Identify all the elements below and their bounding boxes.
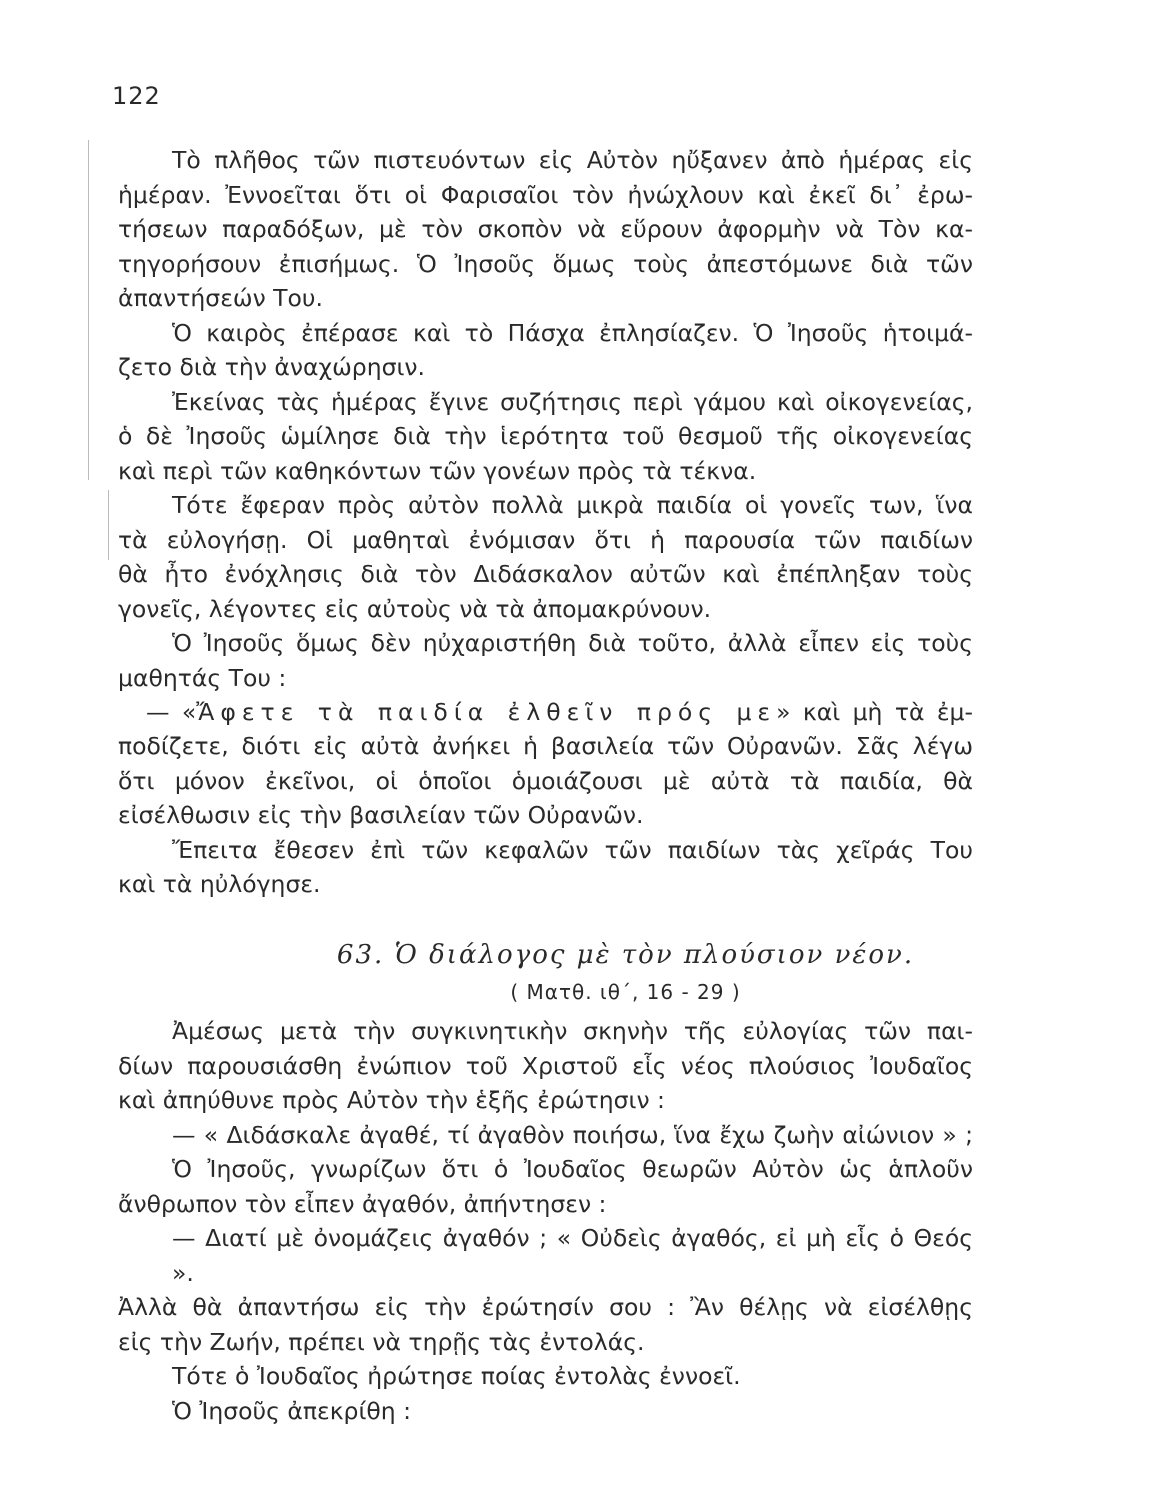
quote-line bbox=[118, 695, 973, 730]
text-line: ὅτι μόνον ἐκεῖνοι, οἱ ὁποῖοι ὁμοιάζουσι μὲ αὐτὰ τὰ παιδία, θὰ bbox=[118, 766, 973, 795]
text-line: Τότε ὁ Ἰουδαῖος ἠρώτησε ποίας ἐντολὰς ἐννοεῖ. bbox=[172, 1362, 741, 1390]
text-block-top bbox=[118, 143, 973, 695]
text-line: Ὁ καιρὸς ἐπέρασε καὶ τὸ Πάσχα ἐπλησίαζεν. Ὁ Ἰησοῦς ἡτοιμά- bbox=[172, 318, 973, 347]
text-line: Ἀλλὰ θὰ ἀπαντήσω εἰς τὴν ἐρώτησίν σου : Ἂν θέλῃς νὰ εἰσέλθῃς bbox=[118, 1293, 973, 1321]
text-line: δίων παρουσιάσθη ἐνώπιον τοῦ Χριστοῦ εἷς νέος πλούσιος Ἰουδαῖος bbox=[118, 1051, 973, 1080]
text-line: Ἀμέσως μετὰ τὴν συγκινητικὴν σκηνὴν τῆς εὐλογίας τῶν παι- bbox=[172, 1017, 973, 1045]
text-line: εἰς τὴν Ζωήν, πρέπει νὰ τηρῇς τὰς ἐντολάς. bbox=[118, 1327, 645, 1356]
quote-spaced-text: Ἄφετε τὰ παιδία ἐλθεῖν πρός με bbox=[196, 698, 777, 726]
text-line: τηγορήσουν ἐπισήμως. Ὁ Ἰησοῦς ὅμως τοὺς ἀπεστόμωνε διὰ τῶν bbox=[118, 249, 973, 278]
text-line: ἡμέραν. Ἐννοεῖται ὅτι οἱ Φαρισαῖοι τὸν ἠνώχλουν καὶ ἐκεῖ δι᾿ ἐρω- bbox=[118, 180, 973, 209]
text-line: ἀπαντήσεών Του. bbox=[118, 284, 323, 312]
text-line: τήσεων παραδόξων, μὲ τὸν σκοπὸν νὰ εὕρουν ἀφορμὴν νὰ Τὸν κα- bbox=[118, 215, 973, 243]
text-line: ἄνθρωπον τὸν εἶπεν ἀγαθόν, ἀπήντησεν : bbox=[118, 1189, 607, 1218]
text-line: Ἐκείνας τὰς ἡμέρας ἔγινε συζήτησις περὶ γάμου καὶ οἰκογενείας, bbox=[172, 387, 973, 416]
quote-line-text bbox=[118, 695, 973, 730]
quote-dash: — « bbox=[146, 698, 197, 726]
text-line: εἰσέλθωσιν εἰς τὴν βασιλείαν τῶν Οὐρανῶν. bbox=[118, 801, 644, 829]
text-block-bottom bbox=[118, 1014, 973, 1428]
text-line: Τότε ἔφεραν πρὸς αὐτὸν πολλὰ μικρὰ παιδία οἱ γονεῖς των, ἵνα bbox=[172, 491, 973, 519]
section-reference: ( Ματθ. ιθ΄, 16 - 29 ) bbox=[510, 980, 741, 1004]
text-line: Τὸ πλῆθος τῶν πιστευόντων εἰς Αὐτὸν ηὔξανεν ἀπὸ ἡμέρας εἰς bbox=[172, 146, 973, 174]
quote-rest: » καὶ μὴ τὰ ἐμ- bbox=[776, 698, 973, 726]
text-line: καὶ τὰ ηὐλόγησε. bbox=[118, 870, 321, 898]
text-line: — Διατί μὲ ὀνομάζεις ἀγαθόν ; « Οὐδεὶς ἀγαθός, εἰ μὴ εἷς ὁ Θεός ». bbox=[172, 1224, 973, 1287]
text-line: Ὁ Ἰησοῦς ὅμως δὲν ηὐχαριστήθη διὰ τοῦτο, ἀλλὰ εἶπεν εἰς τοὺς bbox=[172, 629, 973, 657]
text-line: μαθητάς Του : bbox=[118, 663, 287, 692]
text-line: ζετο διὰ τὴν ἀναχώρησιν. bbox=[118, 353, 426, 381]
text-line: γονεῖς, λέγοντες εἰς αὐτοὺς νὰ τὰ ἀπομακρύνουν. bbox=[118, 594, 712, 623]
text-line: καὶ ἀπηύθυνε πρὸς Αὐτὸν τὴν ἑξῆς ἐρώτησιν : bbox=[118, 1086, 665, 1114]
text-line: τὰ εὐλογήσῃ. Οἱ μαθηταὶ ἐνόμισαν ὅτι ἡ παρουσία τῶν παιδίων bbox=[118, 525, 973, 554]
text-line: Ἔπειτα ἔθεσεν ἐπὶ τῶν κεφαλῶν τῶν παιδίων τὰς χεῖράς Του bbox=[172, 835, 973, 864]
text-line: θὰ ἦτο ἐνόχλησις διὰ τὸν Διδάσκαλον αὐτῶν καὶ ἐπέπληξαν τοὺς bbox=[118, 560, 973, 588]
text-line: καὶ περὶ τῶν καθηκόντων τῶν γονέων πρὸς τὰ τέκνα. bbox=[118, 456, 757, 485]
page-number: 122 bbox=[112, 82, 161, 110]
margin-line bbox=[108, 490, 109, 560]
text-line: Ὁ Ἰησοῦς, γνωρίζων ὅτι ὁ Ἰουδαῖος θεωρῶν Αὐτὸν ὡς ἁπλοῦν bbox=[172, 1155, 973, 1183]
section-heading: 63. Ὁ διάλογος μὲ τὸν πλούσιον νέον. bbox=[336, 940, 915, 970]
text-line: Ὁ Ἰησοῦς ἀπεκρίθη : bbox=[172, 1396, 412, 1425]
text-block-middle bbox=[118, 729, 973, 902]
text-line: ὁ δὲ Ἰησοῦς ὡμίλησε διὰ τὴν ἱερότητα τοῦ θεσμοῦ τῆς οἰκογενείας bbox=[118, 422, 973, 450]
text-line: ποδίζετε, διότι εἰς αὐτὰ ἀνήκει ἡ βασιλεία τῶν Οὐρανῶν. Σᾶς λέγω bbox=[118, 732, 973, 760]
margin-line bbox=[88, 140, 89, 480]
text-line: — « Διδάσκαλε ἀγαθέ, τί ἀγαθὸν ποιήσω, ἵνα ἔχω ζωὴν αἰώνιον » ; bbox=[172, 1120, 973, 1149]
